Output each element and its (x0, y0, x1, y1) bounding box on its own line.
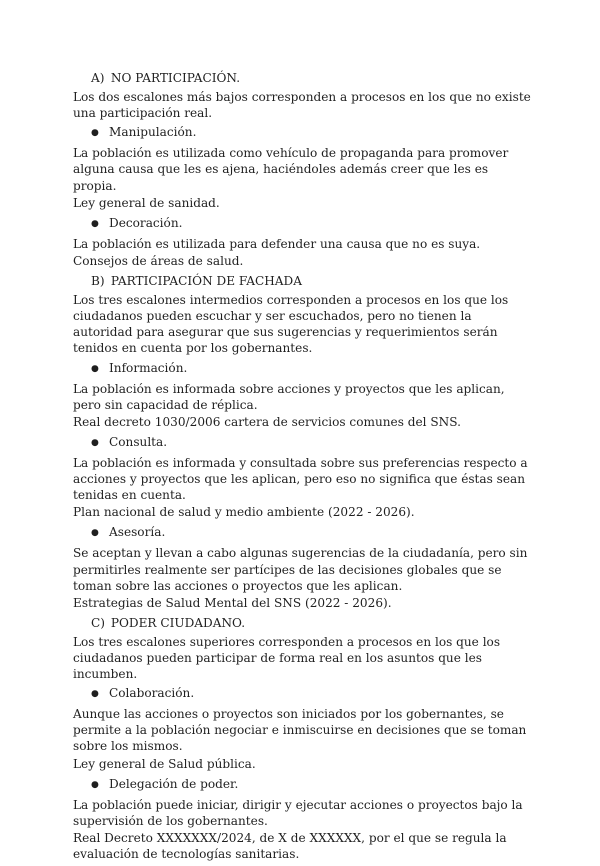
bullet-icon: ● (91, 128, 99, 139)
item-text: La población es utilizada para defender una causa que no es suya. (73, 236, 481, 251)
item-source: Ley general de sanidad. (73, 195, 220, 210)
bullet-item (91, 524, 533, 542)
bullet-item (91, 685, 533, 703)
item-text: Aunque las acciones o proyectos son iniciados por los gobernantes, se permite a la población negociar e inmiscuirse en decisiones que se toman sobre los mismos. (73, 707, 527, 754)
section-title: PARTICIPACIÓN DE FACHADA (110, 274, 302, 289)
bullet-icon: ● (91, 689, 99, 700)
item-title: Decoración. (109, 215, 183, 230)
item-source: Ley general de Salud pública. (73, 756, 256, 771)
item-text: La población es utilizada como vehículo de propaganda para promover alguna causa que les es ajena, haciéndoles además creer que les es propia. (73, 146, 509, 193)
item-source: Real Decreto XXXXXXX/2024, de X de XXXXXX, por el que se regula la evaluación de tecnologías sanitarias. (73, 830, 507, 862)
item-text: La población es informada y consultada sobre sus preferencias respecto a acciones y proyectos que les aplican, pero eso no significa que éstas sean tenidas en cuenta. (73, 455, 528, 503)
section-label: A) (91, 71, 105, 85)
item-text: La población puede iniciar, dirigir y ejecutar acciones o proyectos bajo la supervisión de los gobernantes. (73, 797, 523, 828)
section-label: B) (91, 274, 105, 289)
bullet-icon: ● (91, 437, 99, 448)
section-heading (91, 273, 533, 289)
item-title: Asesoría. (109, 525, 166, 540)
item-title: Consulta. (109, 434, 168, 449)
section-intro: Los tres escalones superiores corresponden a procesos en los que los ciudadanos pueden participar de forma real en los asuntos que les incumben. (73, 634, 501, 682)
section-intro: Los dos escalones más bajos corresponden a procesos en los que no existe una participación real. (73, 90, 531, 121)
item-title: Colaboración. (109, 686, 195, 701)
section-intro: Los tres escalones intermedios corresponden a procesos en los que los ciudadanos pueden escuchar y ser escuchados, pero no tienen la autoridad para asegurar que sus sugerencias y requerimientos serán tenidos en cuenta por los gobernantes. (73, 293, 509, 356)
bullet-item (91, 360, 533, 378)
item-text: La población es informada sobre acciones y proyectos que les aplican, pero sin capacidad de réplica. (73, 381, 505, 412)
item-source: Real decreto 1030/2006 cartera de servicios comunes del SNS. (73, 414, 461, 429)
bullet-icon: ● (91, 779, 99, 790)
item-source: Consejos de áreas de salud. (73, 253, 244, 268)
item-source: Plan nacional de salud y medio ambiente (2022 - 2026). (73, 505, 415, 520)
item-text: Se aceptan y llevan a cabo algunas sugerencias de la ciudadanía, pero sin permitirles realmente ser partícipes de las decisiones globales que se toman sobre las acciones o proyectos que les aplican. (73, 546, 528, 593)
bullet-icon: ● (91, 218, 99, 229)
bullet-item (91, 215, 533, 233)
section-title: PODER CIUDADANO. (110, 615, 246, 630)
item-title: Información. (109, 360, 188, 375)
bullet-icon: ● (91, 363, 99, 374)
section-label: C) (91, 615, 105, 630)
item-title: Manipulación. (109, 125, 197, 140)
section-heading (91, 615, 533, 631)
bullet-item (91, 434, 533, 452)
item-source: Estrategias de Salud Mental del SNS (2022 - 2026). (73, 595, 392, 610)
section-title: NO PARTICIPACIÓN. (110, 71, 241, 85)
document-page (73, 68, 533, 866)
section-heading (91, 70, 533, 86)
item-title: Delegación de poder. (109, 776, 239, 791)
bullet-item (91, 124, 533, 142)
bullet-item (91, 776, 533, 794)
bullet-icon: ● (91, 528, 99, 539)
